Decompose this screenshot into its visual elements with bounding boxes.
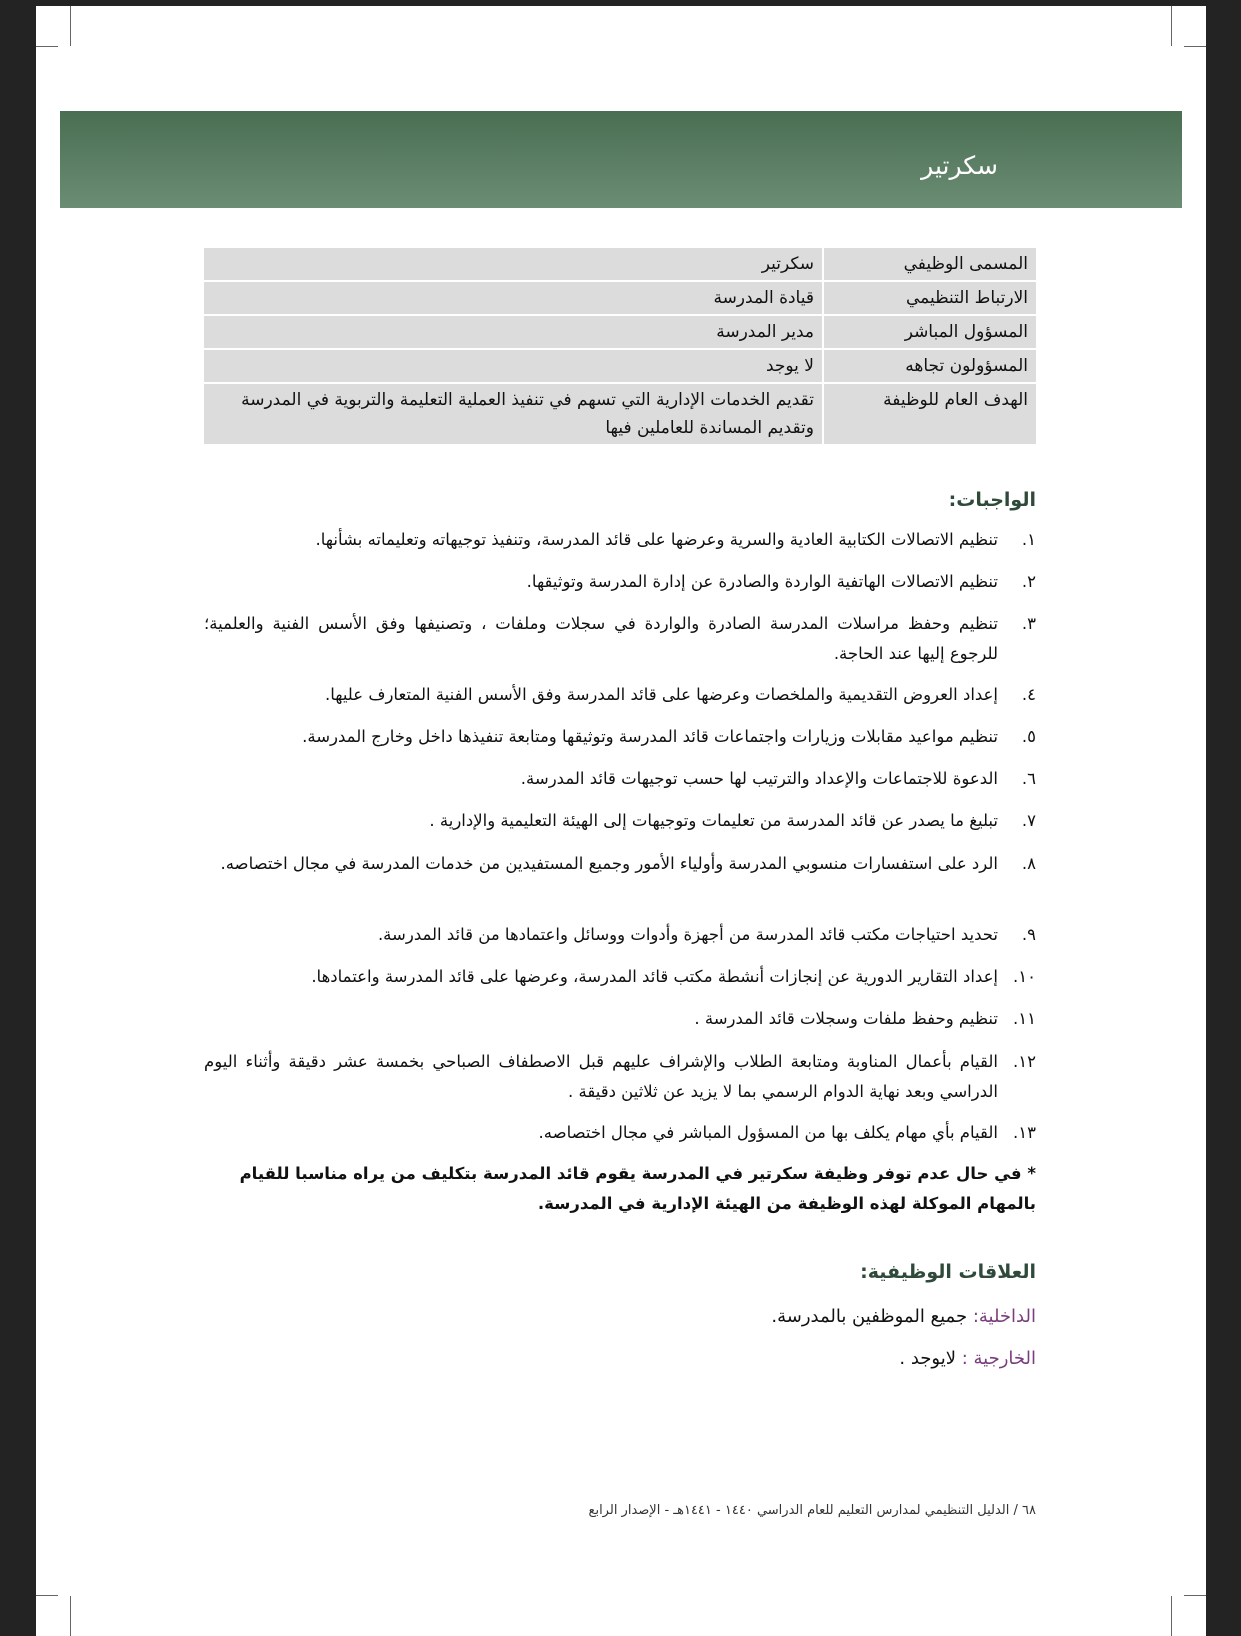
item-text: تنظيم الاتصالات الهاتفية الواردة والصادرة عن إدارة المدرسة وتوثيقها. xyxy=(526,572,998,591)
row-value: سكرتير xyxy=(204,248,823,281)
item-number: ٧. xyxy=(1021,811,1036,830)
footer-separator: / xyxy=(1013,1503,1018,1518)
item-text: القيام بأي مهام يكلف بها من المسؤول المباشر في مجال اختصاصه. xyxy=(538,1123,998,1142)
document-page xyxy=(36,6,1206,1636)
item-text: تحديد احتياجات مكتب قائد المدرسة من أجهزة وأدوات ووسائل واعتمادها من قائد المدرسة. xyxy=(377,925,998,944)
item-number: ٦. xyxy=(1021,769,1036,788)
row-value: لا يوجد xyxy=(204,349,823,383)
crop-mark xyxy=(1171,6,1172,46)
item-text: إعداد العروض التقديمية والملخصات وعرضها على قائد المدرسة وفق الأسس الفنية المتعارف عليها. xyxy=(324,685,998,704)
row-value: مدير المدرسة xyxy=(204,315,823,349)
table-row xyxy=(204,383,1036,445)
external-label: الخارجية : xyxy=(961,1348,1036,1369)
external-value: لايوجد . xyxy=(899,1348,956,1369)
relations-title: العلاقات الوظيفية: xyxy=(860,1261,1036,1283)
list-item xyxy=(204,764,1036,794)
item-number: ١٣. xyxy=(1013,1123,1036,1142)
internal-value: جميع الموظفين بالمدرسة. xyxy=(771,1306,968,1327)
item-text: تنظيم وحفظ ملفات وسجلات قائد المدرسة . xyxy=(694,1009,998,1028)
item-text: تنظيم مواعيد مقابلات وزيارات واجتماعات قائد المدرسة وتوثيقها ومتابعة تنفيذها داخل وخارج المدرسة. xyxy=(302,727,998,746)
item-number: ١. xyxy=(1021,530,1036,549)
item-number: ١٠. xyxy=(1013,967,1036,986)
relation-external xyxy=(204,1344,1036,1374)
row-label: المسمى الوظيفي xyxy=(823,248,1036,281)
item-number: ١١. xyxy=(1013,1009,1036,1028)
job-info-table xyxy=(204,248,1036,446)
header-band xyxy=(60,111,1182,208)
list-item xyxy=(204,680,1036,710)
row-value: قيادة المدرسة xyxy=(204,281,823,315)
row-label: الهدف العام للوظيفة xyxy=(823,383,1036,445)
internal-label: الداخلية: xyxy=(972,1306,1036,1327)
crop-mark xyxy=(1184,46,1206,47)
page-title: سكرتير xyxy=(921,151,998,180)
list-item xyxy=(204,1118,1036,1148)
page-number: ٦٨ xyxy=(1022,1503,1036,1518)
list-item xyxy=(204,1004,1036,1034)
item-text: تنظيم وحفظ مراسلات المدرسة الصادرة والواردة في سجلات وملفات ، وتصنيفها وفق الأسس الفنية والعلمية؛ للرجوع إليها عند الحاجة. xyxy=(204,614,998,663)
item-number: ٥. xyxy=(1021,727,1036,746)
item-number: ٤. xyxy=(1021,685,1036,704)
table-row xyxy=(204,349,1036,383)
item-number: ٢. xyxy=(1021,572,1036,591)
table-row xyxy=(204,281,1036,315)
row-label: المسؤولون تجاهه xyxy=(823,349,1036,383)
list-item xyxy=(204,525,1036,555)
item-number: ٣. xyxy=(1021,614,1036,633)
item-number: ١٢. xyxy=(1013,1052,1036,1071)
list-item xyxy=(204,962,1036,992)
list-item xyxy=(204,920,1036,950)
page-footer xyxy=(204,1503,1036,1518)
item-number: ٩. xyxy=(1021,925,1036,944)
crop-mark xyxy=(1171,1596,1172,1636)
row-label: المسؤول المباشر xyxy=(823,315,1036,349)
crop-mark xyxy=(36,46,58,47)
item-text: تنظيم الاتصالات الكتابية العادية والسرية وعرضها على قائد المدرسة، وتنفيذ توجيهاته وتعليماته بشأنها. xyxy=(315,530,998,549)
item-number: ٨. xyxy=(1021,854,1036,873)
relation-internal xyxy=(204,1302,1036,1332)
item-text: الرد على استفسارات منسوبي المدرسة وأولياء الأمور وجميع المستفيدين من خدمات المدرسة في مجال اختصاصه. xyxy=(220,854,998,873)
row-label: الارتباط التنظيمي xyxy=(823,281,1036,315)
list-item xyxy=(204,722,1036,752)
item-text: تبليغ ما يصدر عن قائد المدرسة من تعليمات وتوجيهات إلى الهيئة التعليمية والإدارية . xyxy=(429,811,998,830)
table-row xyxy=(204,315,1036,349)
list-item xyxy=(204,609,1036,669)
note: * في حال عدم توفر وظيفة سكرتير في المدرسة يقوم قائد المدرسة بتكليف من يراه مناسبا للقيام بالمهام الموكلة لهذه الوظيفة من الهيئة الإدارية في المدرسة. xyxy=(239,1164,1036,1213)
list-item xyxy=(204,806,1036,836)
list-item xyxy=(204,567,1036,597)
item-text: إعداد التقارير الدورية عن إنجازات أنشطة مكتب قائد المدرسة، وعرضها على قائد المدرسة واعتمادها. xyxy=(311,967,998,986)
item-text: الدعوة للاجتماعات والإعداد والترتيب لها حسب توجيهات قائد المدرسة. xyxy=(520,769,998,788)
list-item xyxy=(204,1047,1036,1107)
row-value: تقديم الخدمات الإدارية التي تسهم في تنفيذ العملية التعليمة والتربوية في المدرسة وتقديم المساندة للعاملين فيها xyxy=(204,383,823,445)
list-item xyxy=(204,849,1036,879)
duties-title: الواجبات: xyxy=(948,489,1036,511)
item-text: القيام بأعمال المناوبة ومتابعة الطلاب والإشراف عليهم قبل الاصطفاف الصباحي بخمسة عشر دقيقة وأثناء اليوم الدراسي وبعد نهاية الدوام الرسمي بما لا يزيد عن ثلاثين دقيقة . xyxy=(204,1052,998,1101)
table-row xyxy=(204,248,1036,281)
crop-mark xyxy=(70,6,71,46)
footer-text: الدليل التنظيمي لمدارس التعليم للعام الدراسي ١٤٤٠ - ١٤٤١هـ - الإصدار الرابع xyxy=(588,1503,1010,1518)
crop-mark xyxy=(1184,1595,1206,1596)
crop-mark xyxy=(36,1595,58,1596)
crop-mark xyxy=(70,1596,71,1636)
